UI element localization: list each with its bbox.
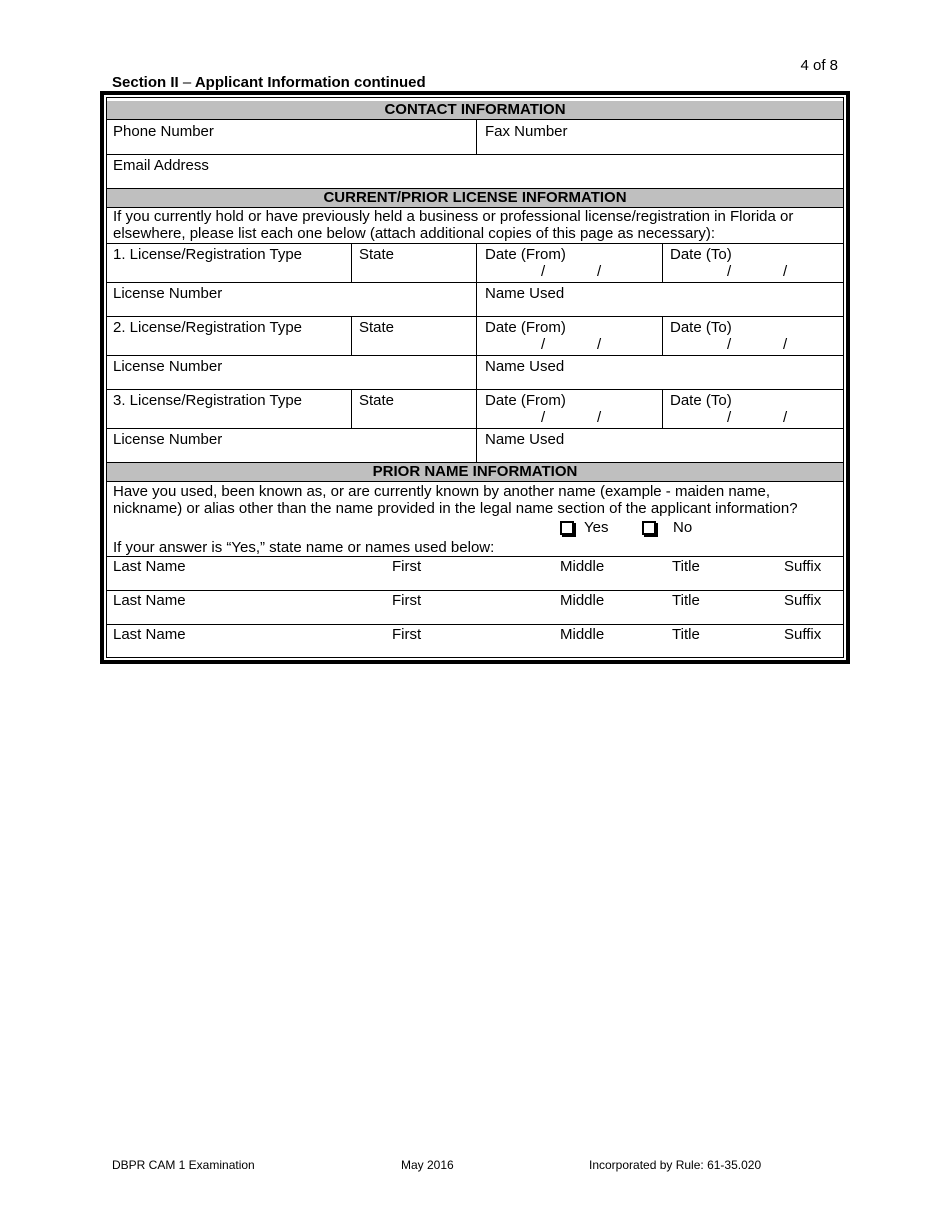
section-title-b: Applicant Information continued: [194, 74, 426, 91]
row-1-title-label: Title: [672, 558, 700, 575]
license-1-state-label: State: [359, 246, 395, 263]
license-1-date-to-label: Date (To): [670, 246, 732, 263]
license-3-row-line: [107, 428, 843, 429]
license-1-number-label: License Number: [113, 285, 223, 302]
license-2-divider-a: [351, 316, 352, 355]
license-1-divider-a: [351, 243, 352, 282]
license-entry-2-line: [107, 316, 843, 317]
license-2-name-used-label: Name Used: [485, 358, 565, 375]
license-1-from-slash-1: /: [541, 263, 546, 280]
license-3-date-from-label: Date (From): [485, 392, 566, 409]
license-3-divider-a: [351, 389, 352, 428]
row-2-suffix-label: Suffix: [784, 592, 822, 609]
license-2-divider-c: [662, 316, 663, 355]
license-3-divider-b: [476, 389, 477, 462]
row-3-suffix-label: Suffix: [784, 626, 822, 643]
name-row-1-line: [107, 556, 843, 557]
license-1-to-slash-2: /: [783, 263, 788, 280]
license-3-state-label: State: [359, 392, 395, 409]
license-2-type-label: 2. License/Registration Type: [113, 319, 303, 336]
license-instructions: If you currently hold or have previously held a business or professional license/registration in Florida or elsewhere, please list each one below (attach additional copies of this page as necessary):: [113, 208, 794, 242]
license-3-type-label: 3. License/Registration Type: [113, 392, 303, 409]
page-number: 4 of 8: [800, 57, 838, 74]
row-3-middle-label: Middle: [560, 626, 605, 643]
section-title-a: Section II: [112, 74, 179, 91]
license-entry-1-line: [107, 243, 843, 244]
footer-form-name: DBPR CAM 1 Examination: [112, 1158, 255, 1172]
yes-checkbox[interactable]: [560, 521, 574, 535]
license-3-divider-c: [662, 389, 663, 428]
license-3-date-to-label: Date (To): [670, 392, 732, 409]
license-3-to-slash-1: /: [727, 409, 732, 426]
license-1-row-line: [107, 282, 843, 283]
row-1-suffix-label: Suffix: [784, 558, 822, 575]
license-2-date-from-label: Date (From): [485, 319, 566, 336]
license-2-from-slash-1: /: [541, 336, 546, 353]
row-3-last-name-label: Last Name: [113, 626, 186, 643]
license-2-row-line: [107, 355, 843, 356]
form-inner: [106, 97, 844, 658]
contact-row-line: [107, 154, 843, 155]
contact-divider: [476, 120, 477, 154]
footer-rule: Incorporated by Rule: 61-35.020: [589, 1158, 762, 1172]
license-2-to-slash-2: /: [783, 336, 788, 353]
license-2-to-slash-1: /: [727, 336, 732, 353]
row-2-title-label: Title: [672, 592, 700, 609]
license-3-to-slash-2: /: [783, 409, 788, 426]
phone-number-label: Phone Number: [113, 123, 214, 140]
row-3-title-label: Title: [672, 626, 700, 643]
license-1-type-label: 1. License/Registration Type: [113, 246, 303, 263]
no-label: No: [673, 519, 693, 536]
name-row-3-line: [107, 624, 843, 625]
row-1-last-name-label: Last Name: [113, 558, 186, 575]
section-title-dash: –: [182, 74, 192, 91]
license-3-from-slash-2: /: [597, 409, 602, 426]
row-2-last-name-label: Last Name: [113, 592, 186, 609]
section-title: [112, 74, 426, 91]
license-1-divider-b: [476, 243, 477, 316]
license-3-from-slash-1: /: [541, 409, 546, 426]
license-2-state-label: State: [359, 319, 395, 336]
prior-name-instruction: If your answer is “Yes,” state name or names used below:: [113, 539, 495, 556]
contact-header: CONTACT INFORMATION: [107, 101, 843, 120]
license-1-from-slash-2: /: [597, 263, 602, 280]
license-header: CURRENT/PRIOR LICENSE INFORMATION: [107, 188, 843, 208]
fax-number-label: Fax Number: [485, 123, 568, 140]
yes-label: Yes: [584, 519, 609, 536]
license-2-divider-b: [476, 316, 477, 389]
license-entry-3-line: [107, 389, 843, 390]
row-2-first-label: First: [392, 592, 422, 609]
footer-date: May 2016: [401, 1158, 454, 1172]
row-3-first-label: First: [392, 626, 422, 643]
row-1-first-label: First: [392, 558, 422, 575]
name-row-2-line: [107, 590, 843, 591]
license-3-number-label: License Number: [113, 431, 223, 448]
license-2-from-slash-2: /: [597, 336, 602, 353]
license-1-to-slash-1: /: [727, 263, 732, 280]
license-3-name-used-label: Name Used: [485, 431, 565, 448]
prior-name-header: PRIOR NAME INFORMATION: [107, 462, 843, 482]
form-frame: [100, 91, 850, 664]
prior-name-question: Have you used, been known as, or are currently known by another name (example - maiden name, nickname) or alias other than the name provided in the legal name section of the applicant information?: [113, 483, 798, 517]
row-1-middle-label: Middle: [560, 558, 605, 575]
row-2-middle-label: Middle: [560, 592, 605, 609]
license-1-divider-c: [662, 243, 663, 282]
no-checkbox[interactable]: [642, 521, 656, 535]
license-2-number-label: License Number: [113, 358, 223, 375]
email-address-label: Email Address: [113, 157, 209, 174]
license-2-date-to-label: Date (To): [670, 319, 732, 336]
license-1-date-from-label: Date (From): [485, 246, 566, 263]
license-1-name-used-label: Name Used: [485, 285, 565, 302]
